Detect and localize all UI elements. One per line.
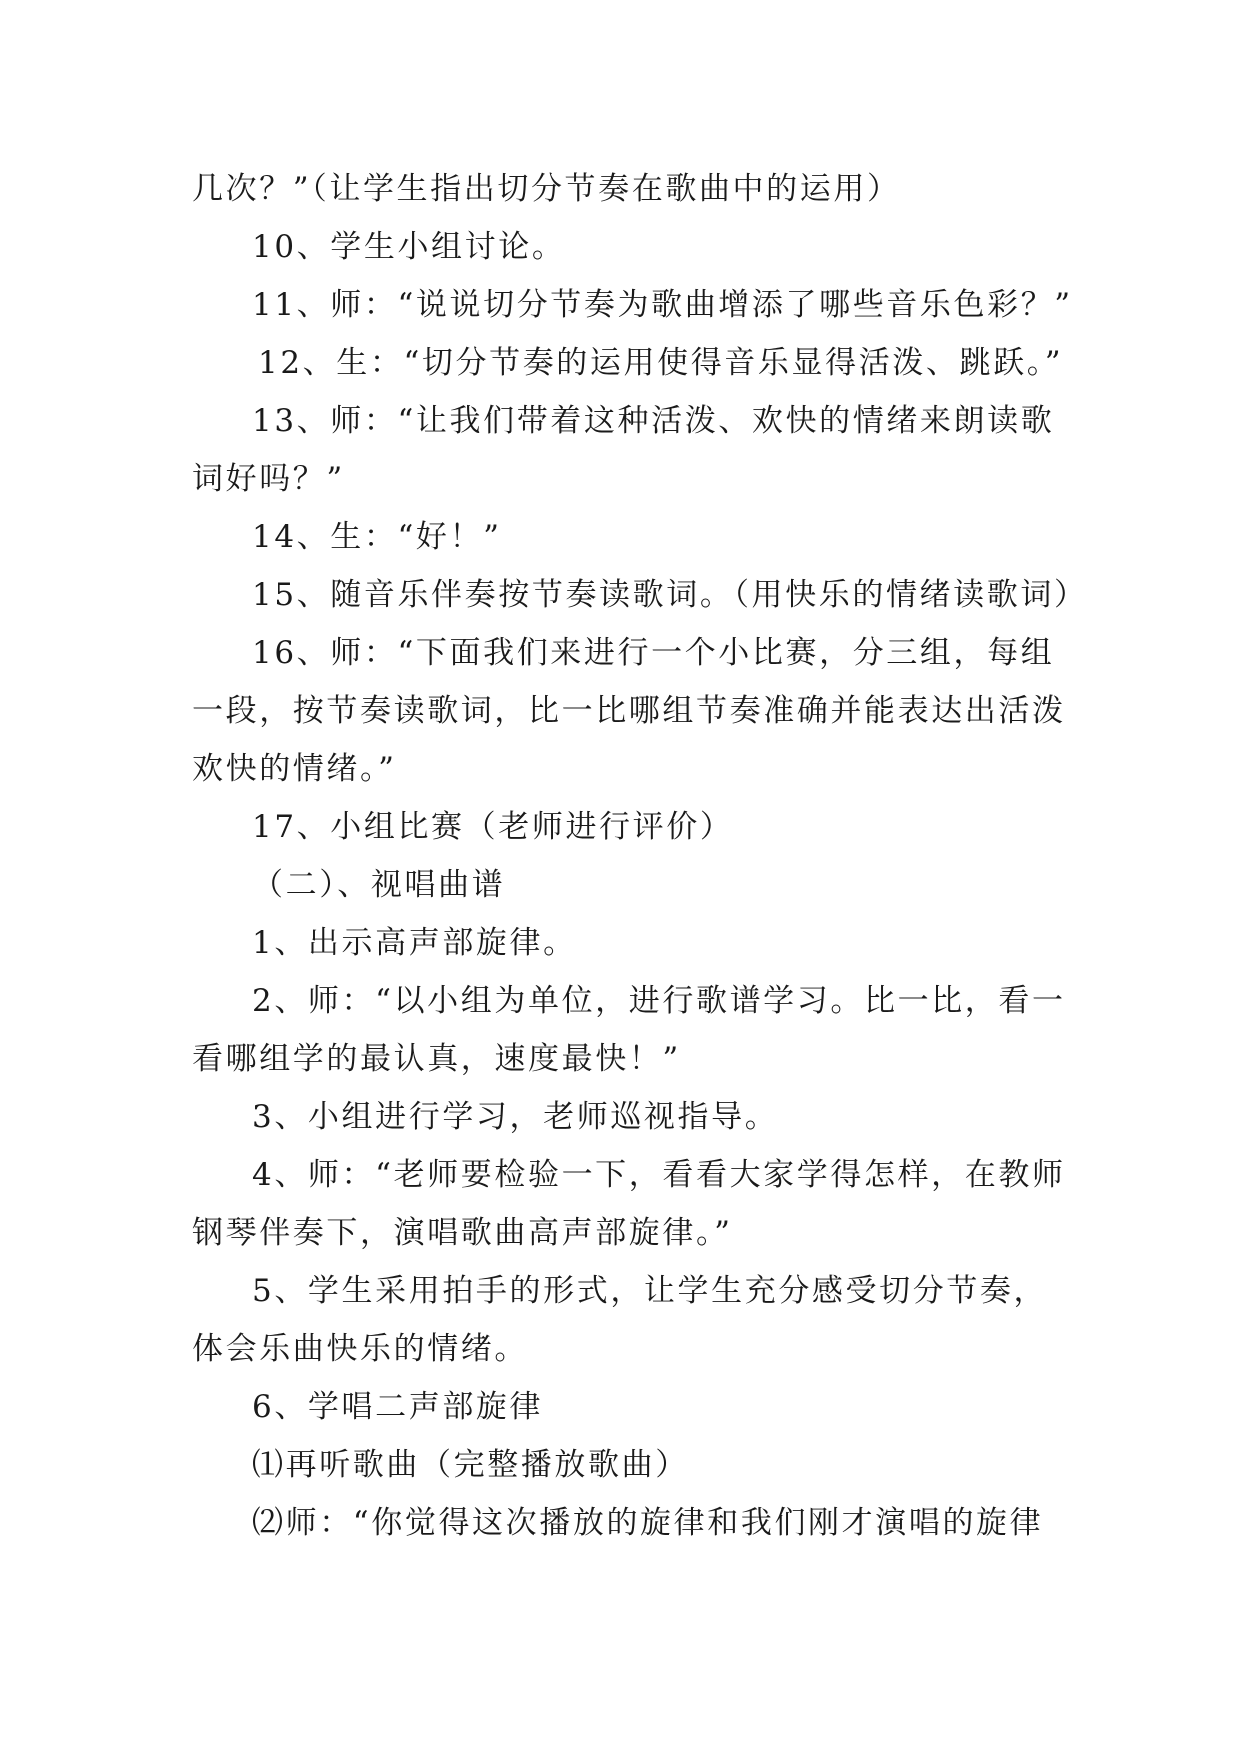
paragraph-line: 欢快的情绪。” (192, 751, 397, 787)
paragraph-line: 6、学唱二声部旋律 (252, 1389, 544, 1425)
paragraph-line: 1、出示高声部旋律。 (252, 925, 577, 961)
paragraph-line: 3、小组进行学习，老师巡视指导。 (252, 1099, 779, 1135)
paragraph-line: 16、师：“下面我们来进行一个小比赛，分三组，每组 (252, 635, 1055, 671)
paragraph-line: 钢琴伴奏下，演唱歌曲高声部旋律。” (192, 1215, 733, 1251)
paragraph-line: 2、师：“以小组为单位，进行歌谱学习。比一比，看一 (252, 983, 1066, 1019)
paragraph-line: 4、师：“老师要检验一下，看看大家学得怎样，在教师 (252, 1157, 1066, 1193)
paragraph-line: 11、师：“说说切分节奏为歌曲增添了哪些音乐色彩？” (252, 287, 1073, 323)
document-body (192, 160, 1088, 1552)
paragraph-line: 看哪组学的最认真，速度最快！” (192, 1041, 681, 1077)
paragraph-line: 5、学生采用拍手的形式，让学生充分感受切分节奏， (252, 1273, 1048, 1309)
paragraph-line: 一段，按节奏读歌词，比一比哪组节奏准确并能表达出活泼 (192, 693, 1066, 729)
paragraph-line: 10、学生小组讨论。 (252, 229, 566, 265)
paragraph-line: ⑴再听歌曲（完整播放歌曲） (252, 1447, 689, 1483)
paragraph-line: 13、师：“让我们带着这种活泼、欢快的情绪来朗读歌 (252, 403, 1055, 439)
section-heading: （二）、视唱曲谱 (252, 867, 506, 903)
paragraph-line: 几次？”（让学生指出切分节奏在歌曲中的运用） (192, 171, 901, 207)
paragraph-line: 12、生：“切分节奏的运用使得音乐显得活泼、跳跃。” (258, 345, 1064, 381)
paragraph-line: 15、随音乐伴奏按节奏读歌词。（用快乐的情绪读歌词） (252, 577, 1088, 613)
paragraph-line: ⑵师：“你觉得这次播放的旋律和我们刚才演唱的旋律 (252, 1505, 1044, 1541)
paragraph-line: 词好吗？” (192, 461, 345, 497)
paragraph-line: 17、小组比赛（老师进行评价） (252, 809, 734, 845)
paragraph-line: 体会乐曲快乐的情绪。 (192, 1331, 528, 1367)
paragraph-line: 14、生：“好！” (252, 519, 502, 555)
